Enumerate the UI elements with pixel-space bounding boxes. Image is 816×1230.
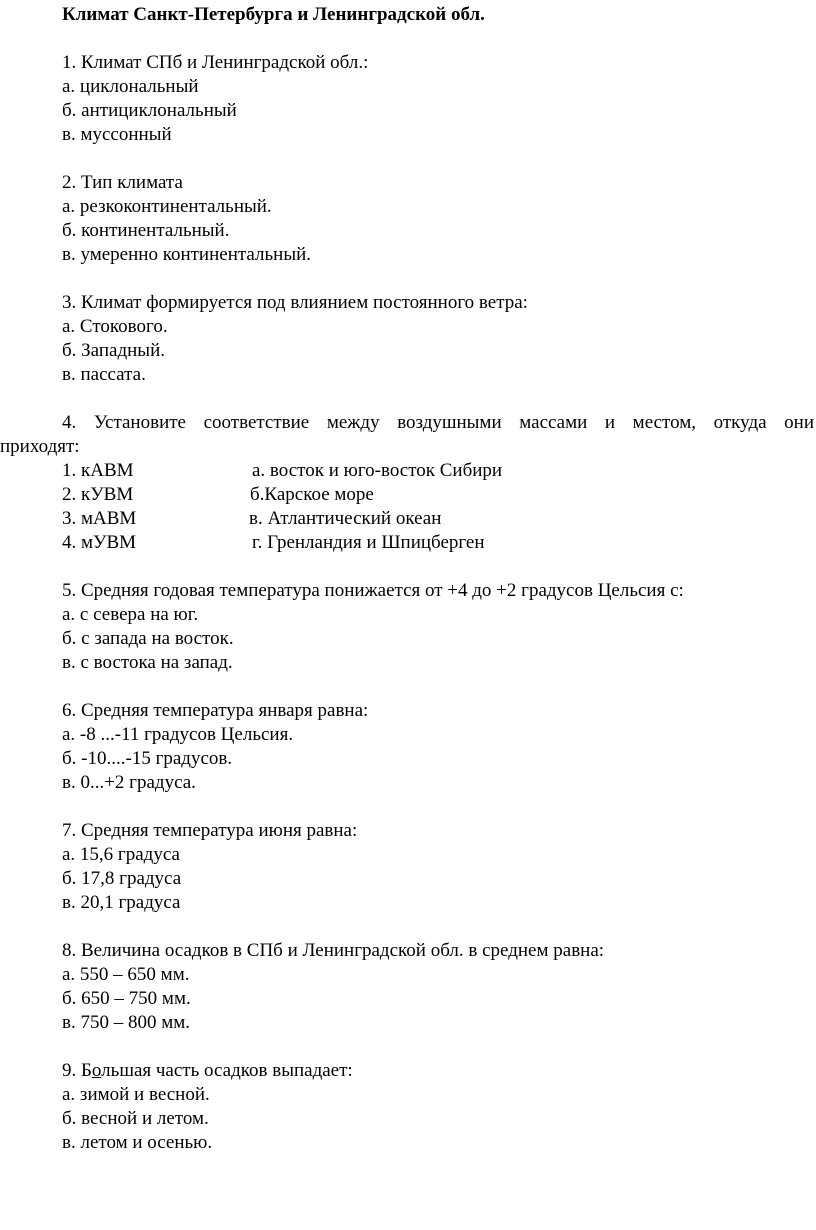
q2-option-c: в. умеренно континентальный.: [62, 244, 312, 265]
q1-option-c: в. муссонный: [62, 124, 172, 145]
q6-option-c: в. 0...+2 градуса.: [62, 772, 196, 793]
q4-right-item-c: в. Атлантический океан: [249, 508, 442, 529]
q7-option-a: а. 15,6 градуса: [62, 844, 180, 865]
q8-option-c: в. 750 – 800 мм.: [62, 1012, 191, 1033]
q4-left-item-3: 3. мАВМ: [62, 508, 137, 529]
q6-option-b: б. -10....-15 градусов.: [62, 748, 233, 769]
question-8: 8. Величина осадков в СПб и Ленинградской обл. в среднем равна:: [62, 940, 605, 961]
question-1: 1. Климат СПб и Ленинградской обл.:: [62, 52, 369, 73]
question-9: [62, 1059, 353, 1083]
q1-option-a: а. циклональный: [62, 76, 199, 97]
q4-left-item-4: 4. мУВМ: [62, 532, 137, 553]
q9-option-b: б. весной и летом.: [62, 1108, 209, 1129]
question-4-line-1: 4. Установите соответствие между воздушными массами и местом, откуда они: [62, 412, 814, 433]
q3-option-b: б. Западный.: [62, 340, 165, 361]
q2-option-a: а. резкоконтинентальный.: [62, 196, 272, 217]
q4-right-item-d: г. Гренландия и Шпицберген: [252, 532, 485, 553]
question-2: 2. Тип климата: [62, 172, 183, 193]
question-6: 6. Средняя температура января равна:: [62, 700, 369, 721]
question-4-line-2: приходят:: [0, 436, 80, 457]
q2-option-b: б. континентальный.: [62, 220, 230, 241]
q4-left-item-2: 2. кУВМ: [62, 484, 134, 505]
q4-right-item-b: б.Карское море: [250, 484, 374, 505]
q3-option-a: а. Стокового.: [62, 316, 168, 337]
q8-option-b: б. 650 – 750 мм.: [62, 988, 191, 1009]
q9-option-c: в. летом и осенью.: [62, 1132, 213, 1153]
q4-left-item-1: 1. кАВМ: [62, 460, 134, 481]
q5-option-c: в. с востока на запад.: [62, 652, 233, 673]
question-3: 3. Климат формируется под влиянием постоянного ветра:: [62, 292, 528, 313]
q7-option-c: в. 20,1 градуса: [62, 892, 181, 913]
q6-option-a: а. -8 ...-11 градусов Цельсия.: [62, 724, 294, 745]
question-9-underlined-letter: о: [91, 1060, 102, 1081]
question-9-prefix: 9. Б: [62, 1060, 92, 1081]
q7-option-b: б. 17,8 градуса: [62, 868, 182, 889]
question-7: 7. Средняя температура июня равна:: [62, 820, 358, 841]
q4-right-item-a: а. восток и юго-восток Сибири: [252, 460, 503, 481]
q3-option-c: в. пассата.: [62, 364, 146, 385]
question-5: 5. Средняя годовая температура понижается от +4 до +2 градусов Цельсия с:: [62, 580, 684, 601]
question-9-suffix: льшая часть осадков выпадает:: [101, 1060, 353, 1081]
q5-option-b: б. с запада на восток.: [62, 628, 234, 649]
q5-option-a: а. с севера на юг.: [62, 604, 199, 625]
q9-option-a: а. зимой и весной.: [62, 1084, 210, 1105]
q8-option-a: а. 550 – 650 мм.: [62, 964, 190, 985]
document-title: Климат Санкт-Петербурга и Ленинградской обл.: [62, 4, 485, 25]
q1-option-b: б. антициклональный: [62, 100, 237, 121]
